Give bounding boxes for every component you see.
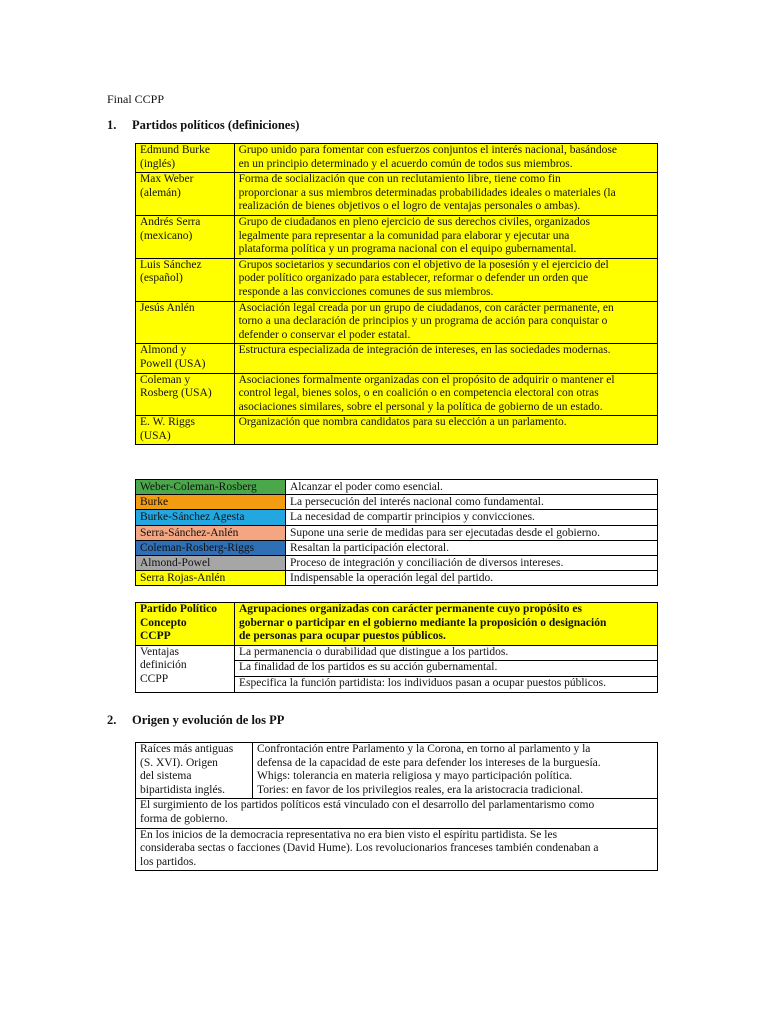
color-key-row [136, 540, 658, 555]
color-key-row [136, 556, 658, 571]
color-key-label: Burke [136, 495, 286, 510]
text-line: Jesús Anlén [140, 301, 195, 314]
text-line: CCPP [140, 630, 171, 643]
origin-roots-label [136, 743, 253, 799]
color-key-text: La necesidad de compartir principios y convicciones. [286, 510, 658, 525]
definition-author [136, 215, 235, 258]
definition-text [234, 373, 657, 416]
text-line: Coleman y [140, 373, 191, 386]
concept-sub-left [136, 645, 235, 692]
color-key-label: Weber-Coleman-Rosberg [136, 480, 286, 495]
text-line: Raíces más antiguas [140, 743, 234, 755]
text-line: Max Weber [140, 173, 194, 186]
text-line: (mexicano) [140, 229, 193, 242]
text-line: E. W. Riggs [140, 416, 195, 429]
text-line: El surgimiento de los partidos políticos está vinculado con el desarrollo del parlamentarismo como [140, 799, 595, 812]
color-key-label: Burke-Sánchez Agesta [136, 510, 286, 525]
color-key-row [136, 571, 658, 586]
text-line: En los inicios de la democracia representativa no era bien visto el espíritu partidista. Se les [140, 828, 558, 841]
text-line: (USA) [140, 429, 171, 442]
text-line: Andrés Serra [140, 215, 201, 228]
text-line: plataforma política y un programa nacional con el equipo gubernamental. [238, 243, 577, 256]
color-key-row [136, 480, 658, 495]
text-line: defender o conservar el poder estatal. [238, 328, 411, 341]
text-line: control legal, bienes solos, o en coalición o en competencia electoral con otras [238, 387, 599, 400]
text-line: defensa de la capacidad de este para defender los intereses de la burguesía. [257, 756, 601, 769]
text-line: Edmund Burke [140, 144, 210, 156]
text-line: CCPP [140, 672, 169, 685]
text-line: Ventajas [140, 645, 179, 658]
definition-text [234, 173, 657, 216]
definition-row [136, 215, 658, 258]
text-line: Organización que nombra candidatos para su elección a un parlamento. [238, 416, 567, 429]
section-1-heading [107, 118, 299, 132]
text-line: (inglés) [140, 157, 176, 170]
definition-author [136, 301, 235, 344]
origin-roots-text [253, 743, 658, 799]
concept-header-row [136, 603, 658, 646]
text-line: Agrupaciones organizadas con carácter permanente cuyo propósito es [239, 603, 582, 615]
origin-row [136, 828, 658, 871]
text-line: gobernar o participar en el gobierno mediante la proposición o designación [239, 616, 607, 629]
definition-text [234, 215, 657, 258]
section-2-number: 2. [107, 713, 117, 727]
definition-author [136, 416, 235, 445]
definition-row [136, 144, 658, 173]
color-key-text: La persecución del interés nacional como fundamental. [286, 495, 658, 510]
text-line: Estructura especializada de integración de intereses, en las sociedades modernas. [238, 344, 611, 357]
text-line: Asociación legal creada por un grupo de ciudadanos, con carácter permanente, en [238, 301, 614, 314]
text-line: legalmente para representar a la comunidad para elaborar y ejecutar una [238, 229, 570, 242]
origin-roots-row [136, 743, 658, 799]
text-line: Forma de socialización que con un reclutamiento libre, tiene como fin [238, 173, 561, 186]
text-line: (S. XVI). Origen [140, 756, 218, 769]
concept-row-text: Especifica la función partidista: los individuos pasan a ocupar puestos públicos. [235, 676, 658, 692]
text-line: Almond y [140, 344, 187, 357]
definitions-table [135, 143, 658, 445]
definition-author [136, 373, 235, 416]
concept-row-text: La permanencia o durabilidad que distingue a los partidos. [235, 645, 658, 661]
text-line: Whigs: tolerancia en materia religiosa y mayo participación política. [257, 770, 573, 783]
text-line: del sistema [140, 770, 192, 783]
text-line: torno a una declaración de principios y un programa de acción para conquistar o [238, 315, 608, 328]
origin-parliamentarism-text [136, 799, 658, 828]
text-line: responde a las convicciones comunes de sus miembros. [238, 285, 494, 298]
definition-text [234, 301, 657, 344]
color-key-row [136, 495, 658, 510]
text-line: los partidos. [140, 855, 197, 868]
definition-author [136, 258, 235, 301]
origin-democracy-text [136, 828, 658, 871]
text-line: definición [140, 659, 187, 672]
color-key-row [136, 510, 658, 525]
definition-author [136, 144, 235, 173]
concept-row [136, 645, 658, 661]
color-key-text: Indispensable la operación legal del partido. [286, 571, 658, 586]
color-key-text: Resaltan la participación electoral. [286, 540, 658, 555]
text-line: Partido Político [140, 603, 217, 615]
text-line: proporcionar a sus miembros determinadas probabilidades ideales o materiales (la [238, 186, 616, 199]
text-line: Tories: en favor de los privilegios reales, era la aristocracia tradicional. [257, 783, 584, 796]
definition-row [136, 173, 658, 216]
definition-author [136, 173, 235, 216]
text-line: consideraba sectas o facciones (David Hume). Los revolucionarios franceses también condenaban a [140, 842, 599, 855]
definition-author [136, 344, 235, 373]
concept-table [135, 602, 658, 693]
definition-row [136, 301, 658, 344]
text-line: (español) [140, 272, 183, 285]
definition-text [234, 416, 657, 445]
color-key-row [136, 525, 658, 540]
text-line: de personas para ocupar puestos públicos. [239, 630, 446, 643]
section-1-title: Partidos políticos (definiciones) [132, 118, 300, 132]
text-line: Grupo unido para fomentar con esfuerzos conjuntos el interés nacional, basándose [238, 144, 617, 156]
text-line: Powell (USA) [140, 357, 206, 370]
text-line: (alemán) [140, 186, 181, 199]
concept-row-text: La finalidad de los partidos es su acción gubernamental. [235, 661, 658, 677]
text-line: forma de gobierno. [140, 812, 228, 825]
color-key-text: Proceso de integración y conciliación de diversos intereses. [286, 556, 658, 571]
concept-header-left [136, 603, 235, 646]
text-line: poder político organizado para establecer, reformar o defender un orden que [238, 272, 589, 285]
color-key-label: Serra Rojas-Anlén [136, 571, 286, 586]
text-line: realización de bienes objetivos o el logro de ventajas personales o ambas). [238, 200, 581, 213]
text-line: asociaciones similares, sobre el personal y la política de gobierno de un estado. [238, 400, 603, 413]
text-line: en un principio determinado y el acuerdo común de todos sus miembros. [238, 157, 573, 170]
document-title: Final CCPP [107, 92, 165, 106]
color-key-text: Alcanzar el poder como esencial. [286, 480, 658, 495]
origin-table [135, 742, 658, 871]
definition-row [136, 344, 658, 373]
definition-row [136, 373, 658, 416]
section-2-heading [107, 713, 284, 727]
definition-text [234, 344, 657, 373]
text-line: Asociaciones formalmente organizadas con el propósito de adquirir o mantener el [238, 373, 615, 386]
definition-row [136, 258, 658, 301]
color-key-label: Almond-Powel [136, 556, 286, 571]
text-line: Grupo de ciudadanos en pleno ejercicio de sus derechos civiles, organizados [238, 215, 590, 228]
definition-text [234, 144, 657, 173]
text-line: bipartidista inglés. [140, 783, 225, 796]
section-1-number: 1. [107, 118, 117, 132]
color-key-label: Coleman-Rosberg-Riggs [136, 540, 286, 555]
color-key-table [135, 479, 658, 586]
text-line: Luis Sánchez [140, 258, 202, 271]
concept-header-right [235, 603, 658, 646]
text-line: Grupos societarios y secundarios con el objetivo de la posesión y el ejercicio del [238, 258, 609, 271]
text-line: Rosberg (USA) [140, 387, 212, 400]
definition-text [234, 258, 657, 301]
color-key-text: Supone una serie de medidas para ser ejecutadas desde el gobierno. [286, 525, 658, 540]
text-line: Concepto [140, 616, 187, 629]
origin-row [136, 799, 658, 828]
definition-row [136, 416, 658, 445]
text-line: Confrontación entre Parlamento y la Corona, en torno al parlamento y la [257, 743, 591, 755]
color-key-label: Serra-Sánchez-Anlén [136, 525, 286, 540]
section-2-title: Origen y evolución de los PP [132, 713, 285, 727]
